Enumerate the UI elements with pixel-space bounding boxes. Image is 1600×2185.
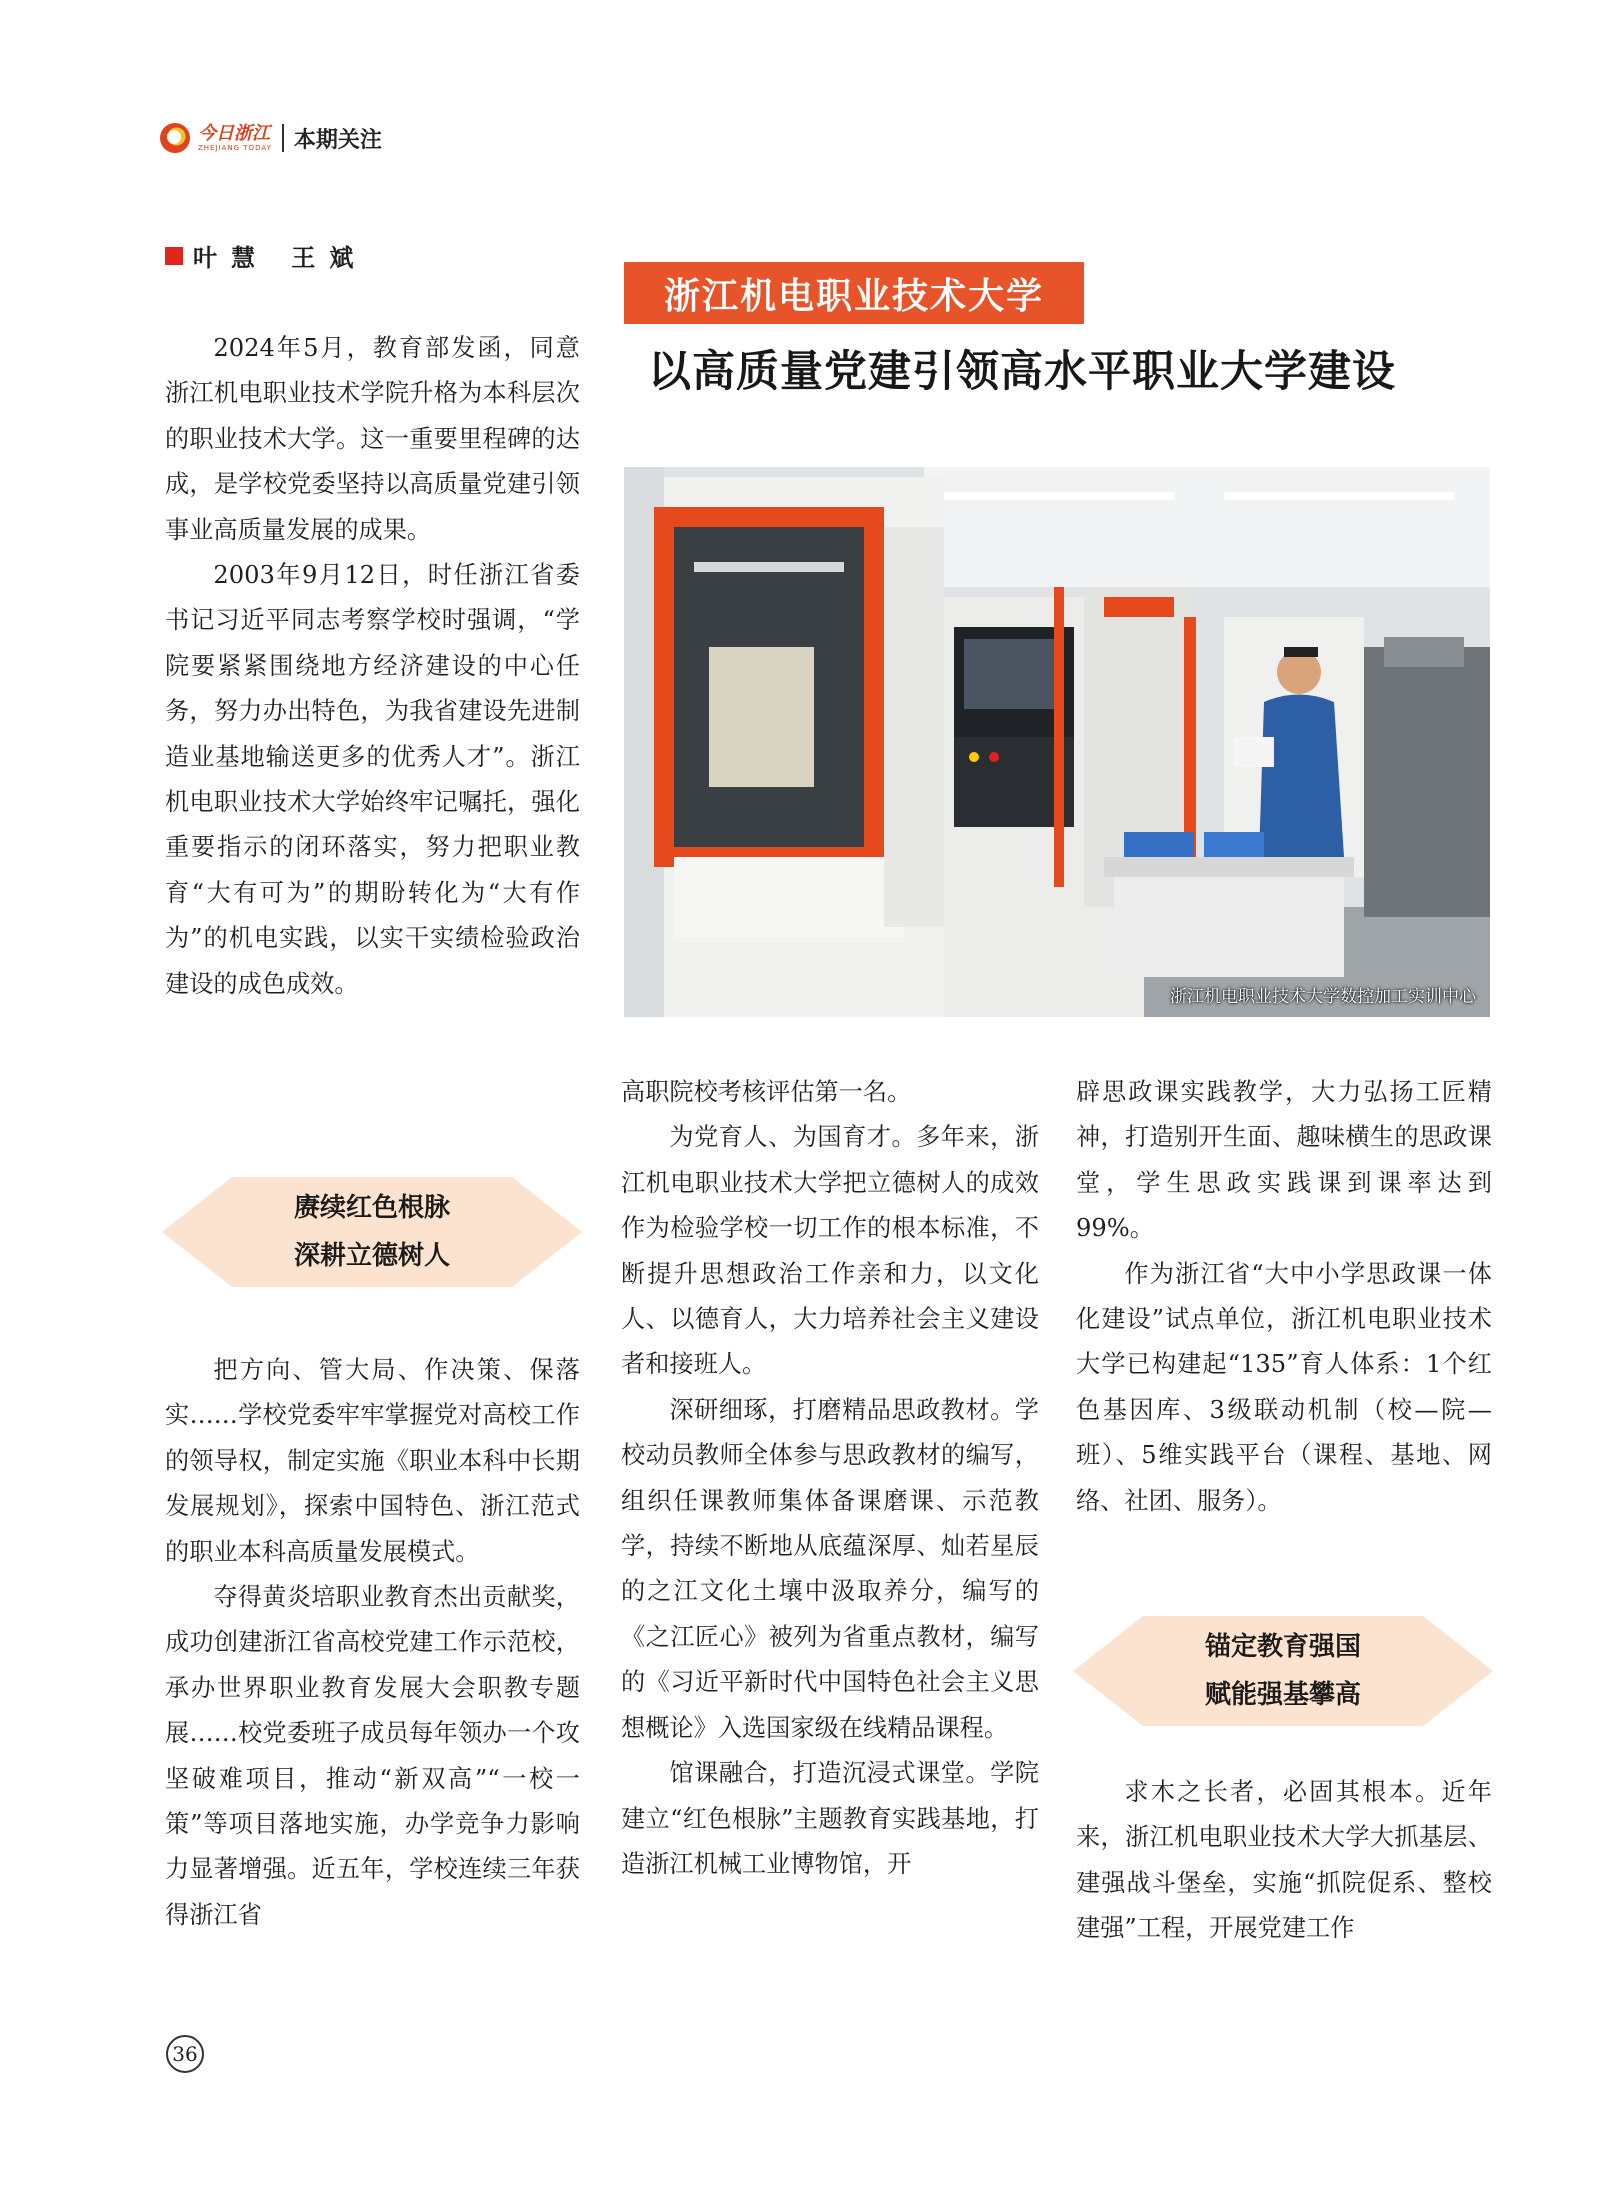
column-3-bottom <box>1076 1770 1492 1952</box>
logo-english-text: ZHEJIANG TODAY <box>198 143 272 152</box>
column-3-top <box>1076 1070 1492 1524</box>
banner-text: 浙江机电职业技术大学 <box>663 275 1044 317</box>
subheading-line-2: 赋能强基攀高 <box>1204 1680 1361 1710</box>
title-banner <box>624 262 1084 324</box>
paragraph: 2024年5月，教育部发函，同意浙江机电职业技术学院升格为本科层次的职业技术大学。这一重要里程碑的达成，是学校党委坚持以高质量党建引领事业高质量发展的成果。 <box>165 334 580 544</box>
section-label: 本期关注 <box>293 127 382 153</box>
paragraph: 求木之长者，必固其根本。近年来，浙江机电职业技术大学大抓基层、建强战斗堡垒，实施“抓院促系、整校建强”工程，开展党建工作 <box>1076 1778 1492 1943</box>
paragraph: 夺得黄炎培职业教育杰出贡献奖，成功创建浙江省高校党建工作示范校，承办世界职业教育发展大会职教专题展……校党委班子成员每年领办一个攻坚破难项目，推动“新双高”“一校一策”等项目落地实施，办学竞争力影响力显著增强。近五年，学校连续三年获得浙江省 <box>165 1583 580 1929</box>
column-1-top <box>165 326 580 1007</box>
article-title: 以高质量党建引领高水平职业大学建设 <box>648 347 1396 397</box>
author-byline <box>165 238 367 273</box>
red-square-icon <box>165 247 183 265</box>
paragraph: 作为浙江省“大中小学思政课一体化建设”试点单位，浙江机电职业技术大学已构建起“135”育人体系：1个红色基因库、3级联动机制（校—院—班）、5维实践平台（课程、基地、网络、社团、服务）。 <box>1076 1259 1492 1515</box>
page-number: 36 <box>166 2035 204 2073</box>
cnc-workshop-illustration <box>624 467 1490 1017</box>
masthead <box>160 118 382 158</box>
author-names: 叶慧 王斌 <box>193 244 368 272</box>
column-1-bottom <box>165 1348 580 1938</box>
paragraph: 为党育人、为国育才。多年来，浙江机电职业技术大学把立德树人的成效作为检验学校一切工作的根本标准，不断提升思想政治工作亲和力，以文化人、以德育人，大力培养社会主义建设者和接班人。 <box>621 1123 1039 1379</box>
paragraph: 高职院校考核评估第一名。 <box>621 1078 912 1106</box>
column-2 <box>621 1070 1039 1887</box>
logo-chinese-text: 今日浙江 <box>198 122 270 144</box>
article-photo <box>624 467 1490 1017</box>
paragraph: 馆课融合，打造沉浸式课堂。学院建立“红色根脉”主题教育实践基地，打造浙江机械工业博物馆，开 <box>621 1759 1039 1878</box>
magazine-logo <box>198 122 272 152</box>
photo-caption: 浙江机电职业技术大学数控加工实训中心 <box>1170 987 1476 1007</box>
header-divider <box>282 124 284 152</box>
subheading-2 <box>1073 1616 1493 1726</box>
subheading-line-1: 赓续红色根脉 <box>293 1193 450 1223</box>
subheading-1 <box>162 1177 582 1287</box>
paragraph: 深研细琢，打磨精品思政教材。学校动员教师全体参与思政教材的编写，组织任课教师集体备课磨课、示范教学，持续不断地从底蕴深厚、灿若星辰的之江文化土壤中汲取养分，编写的《之江匠心》被列为省重点教材，编写的《习近平新时代中国特色社会主义思想概论》入选国家级在线精品课程。 <box>621 1395 1039 1742</box>
subheading-line-1: 锚定教育强国 <box>1204 1632 1361 1662</box>
magazine-logo-icon <box>160 123 190 153</box>
paragraph: 把方向、管大局、作决策、保落实……学校党委牢牢掌握党对高校工作的领导权，制定实施《职业本科中长期发展规划》，探索中国特色、浙江范式的职业本科高质量发展模式。 <box>165 1356 580 1566</box>
paragraph: 辟思政课实践教学，大力弘扬工匠精神，打造别开生面、趣味横生的思政课堂，学生思政实践课到课率达到99%。 <box>1076 1078 1492 1243</box>
paragraph: 2003年9月12日，时任浙江省委书记习近平同志考察学校时强调，“学院要紧紧围绕地方经济建设的中心任务，努力办出特色，为我省建设先进制造业基地输送更多的优秀人才”。浙江机电职业技术大学始终牢记嘱托，强化重要指示的闭环落实，努力把职业教育“大有可为”的期盼转化为“大有作为”的机电实践，以实干实绩检验政治建设的成色成效。 <box>165 561 580 998</box>
subheading-line-2: 深耕立德树人 <box>293 1241 450 1271</box>
